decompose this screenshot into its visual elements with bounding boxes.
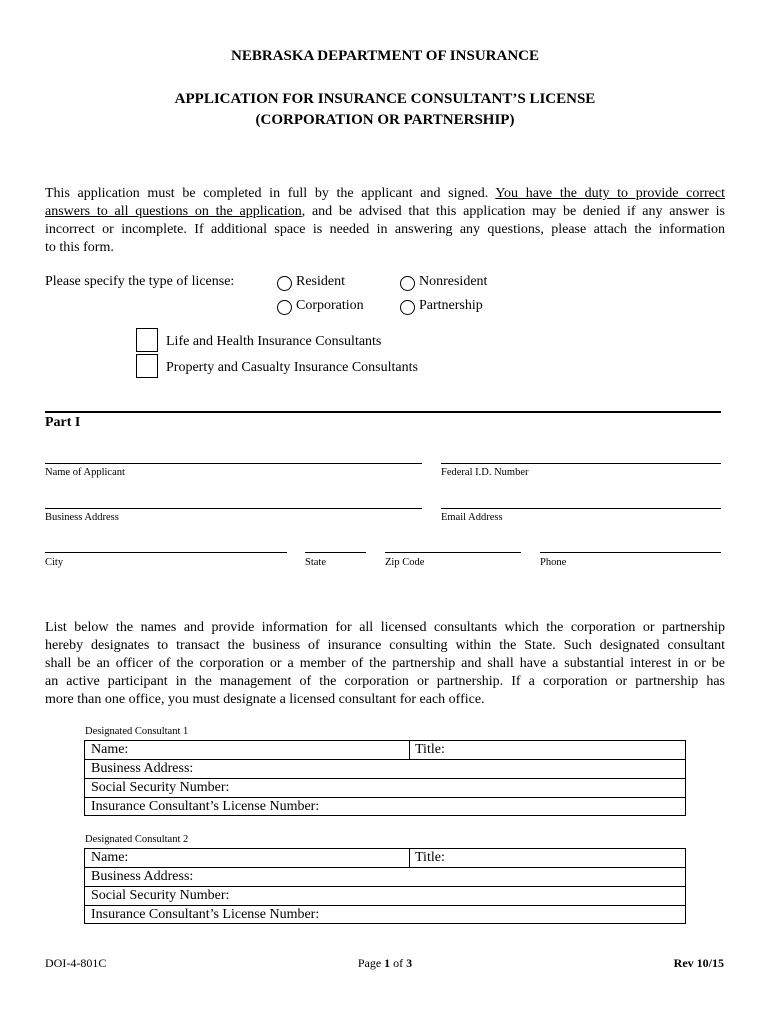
- designated-consultant-1-table: [84, 740, 686, 816]
- label-nonresident: Nonresident: [419, 274, 488, 289]
- label-corporation: Corporation: [296, 298, 364, 313]
- designated-consultant-2-table: [84, 848, 686, 924]
- label-phone: Phone: [540, 557, 567, 568]
- form-id: DOI-4-801C: [45, 956, 107, 970]
- dc2-ssn-label[interactable]: Social Security Number:: [91, 888, 230, 903]
- phone-field[interactable]: [540, 552, 721, 553]
- label-email-address: Email Address: [441, 512, 503, 523]
- checkbox-life-health[interactable]: [136, 328, 158, 352]
- label-resident: Resident: [296, 274, 345, 289]
- city-field[interactable]: [45, 552, 287, 553]
- dc1-business-address-label[interactable]: Business Address:: [91, 761, 194, 776]
- label-partnership: Partnership: [419, 298, 483, 313]
- label-business-address: Business Address: [45, 512, 119, 523]
- designated-consultant-1-caption: Designated Consultant 1: [85, 726, 189, 737]
- label-property-casualty: Property and Casualty Insurance Consultants: [166, 360, 418, 375]
- name-of-applicant-field[interactable]: [45, 463, 422, 464]
- agency-name: NEBRASKA DEPARTMENT OF INSURANCE: [231, 48, 539, 64]
- radio-partnership[interactable]: [400, 300, 415, 315]
- page-number: Page 1 of 3: [357, 956, 413, 970]
- part-1-heading: Part I: [45, 415, 81, 430]
- intro-paragraph: This application must be completed in full by the applicant and signed. You have the duty to provide correct answers to all questions on the application, and be advised that this application may be denied if any answer is incorrect or incomplete. If additional space is needed in answering any questions, please attach the information to this form.: [45, 186, 725, 255]
- dc2-business-address-label[interactable]: Business Address:: [91, 869, 194, 884]
- consultants-instructions: List below the names and provide information for all licensed consultants which the corporation or partnership hereby designates to transact the business of insurance consulting within the State. Such designated consultant shall be an officer of the corporation or a member of the partnership and shall have a substantial interest in or be an active participant in the management of the corporation or partnership. If a corporation or partnership has more than one office, you must designate a licensed consultant for each office.: [45, 620, 725, 707]
- federal-id-field[interactable]: [441, 463, 721, 464]
- dc1-title-label[interactable]: Title:: [415, 742, 445, 757]
- label-city: City: [45, 557, 64, 568]
- section-divider: [45, 411, 721, 413]
- business-address-field[interactable]: [45, 508, 422, 509]
- dc1-name-label[interactable]: Name:: [91, 742, 129, 757]
- label-state: State: [305, 557, 326, 568]
- dc2-title-label[interactable]: Title:: [415, 850, 445, 865]
- dc1-ssn-label[interactable]: Social Security Number:: [91, 780, 230, 795]
- license-type-prompt: Please specify the type of license:: [45, 274, 235, 289]
- radio-nonresident[interactable]: [400, 276, 415, 291]
- label-federal-id: Federal I.D. Number: [441, 467, 529, 478]
- designated-consultant-2-caption: Designated Consultant 2: [85, 834, 189, 845]
- dc2-license-label[interactable]: Insurance Consultant’s License Number:: [91, 907, 320, 922]
- label-name-of-applicant: Name of Applicant: [45, 467, 125, 478]
- email-address-field[interactable]: [441, 508, 721, 509]
- label-life-health: Life and Health Insurance Consultants: [166, 334, 382, 349]
- form-title-line2: (CORPORATION OR PARTNERSHIP): [255, 112, 515, 128]
- revision-date: Rev 10/15: [673, 956, 724, 970]
- dc1-license-label[interactable]: Insurance Consultant’s License Number:: [91, 799, 320, 814]
- radio-corporation[interactable]: [277, 300, 292, 315]
- zip-code-field[interactable]: [385, 552, 521, 553]
- checkbox-property-casualty[interactable]: [136, 354, 158, 378]
- radio-resident[interactable]: [277, 276, 292, 291]
- state-field[interactable]: [305, 552, 366, 553]
- form-title-line1: APPLICATION FOR INSURANCE CONSULTANT’S LICENSE: [174, 91, 596, 107]
- dc2-name-label[interactable]: Name:: [91, 850, 129, 865]
- label-zip-code: Zip Code: [385, 557, 425, 568]
